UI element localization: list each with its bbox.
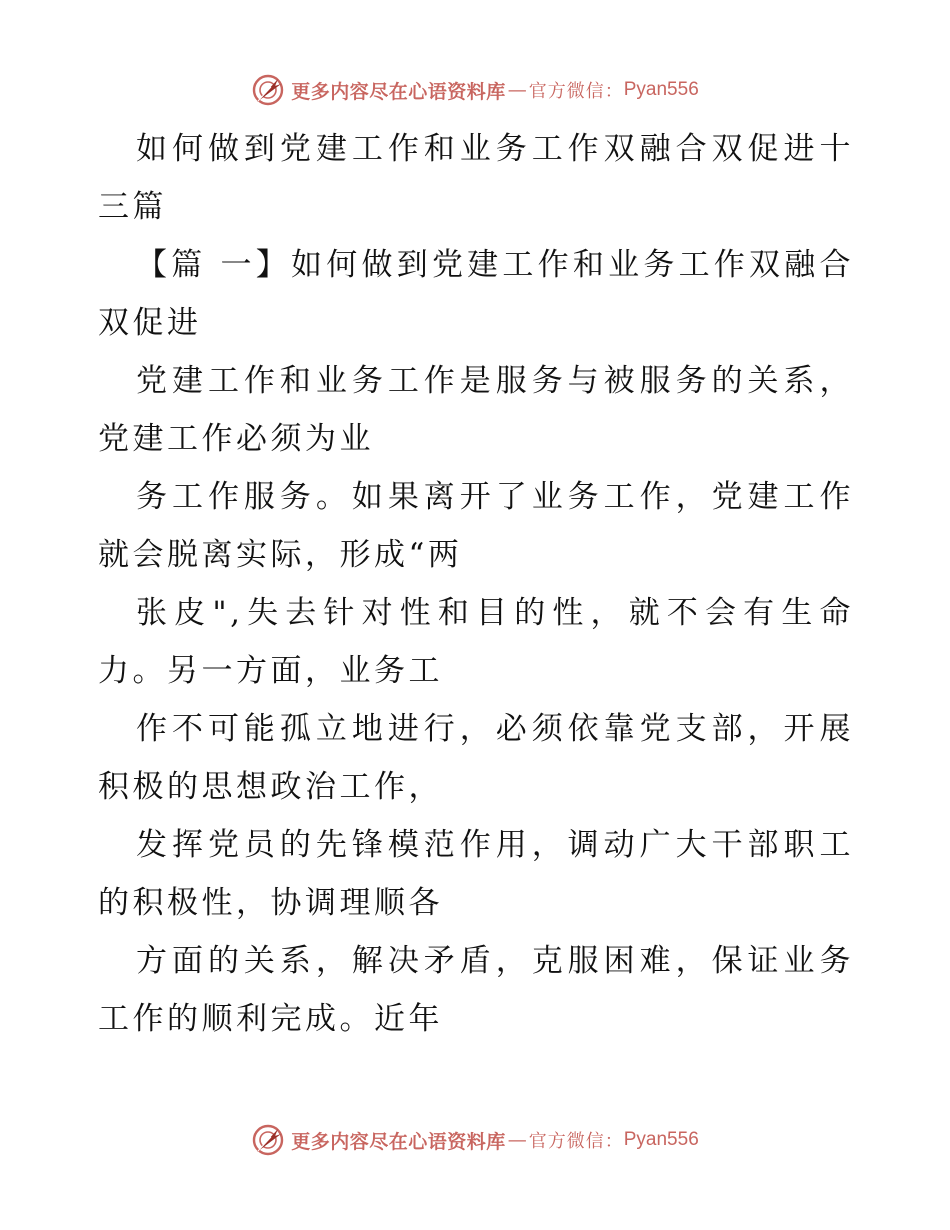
watermark-id: Pyan556 xyxy=(623,79,699,100)
section-heading: 【篇 一】如何做到党建工作和业务工作双融合双促进 xyxy=(98,247,854,341)
watermark-label: 官方微信： xyxy=(528,81,624,102)
watermark-separator: — xyxy=(507,1129,527,1151)
body-paragraph: 方面的关系，解决矛盾，克服困难，保证业务工作的顺利完成。近年 xyxy=(98,943,854,1037)
watermark-id: Pyan556 xyxy=(623,1129,699,1150)
body-paragraph: 作不可能孤立地进行，必须依靠党支部，开展积极的思想政治工作， xyxy=(98,711,854,805)
body-paragraph: 发挥党员的先锋模范作用，调动广大干部职工的积极性，协调理顺各 xyxy=(98,827,854,921)
body-paragraph: 张皮",失去针对性和目的性，就不会有生命力。另一方面，业务工 xyxy=(98,595,854,689)
watermark-separator: — xyxy=(507,79,527,101)
body-paragraph: 务工作服务。如果离开了业务工作，党建工作就会脱离实际，形成“两 xyxy=(98,479,854,573)
watermark-brand: 更多内容尽在心语资料库 xyxy=(291,1130,506,1153)
watermark-label: 官方微信： xyxy=(528,1131,624,1152)
body-paragraph: 党建工作和业务工作是服务与被服务的关系，党建工作必须为业 xyxy=(98,363,854,457)
document-title: 如何做到党建工作和业务工作双融合双促进十三篇 xyxy=(98,131,854,225)
quill-circle-logo-icon xyxy=(251,73,285,107)
watermark-brand: 更多内容尽在心语资料库 xyxy=(291,80,506,103)
document-body xyxy=(98,120,854,1048)
footer-watermark xyxy=(0,1122,950,1158)
header-watermark xyxy=(0,72,950,108)
quill-circle-logo-icon xyxy=(251,1123,285,1157)
